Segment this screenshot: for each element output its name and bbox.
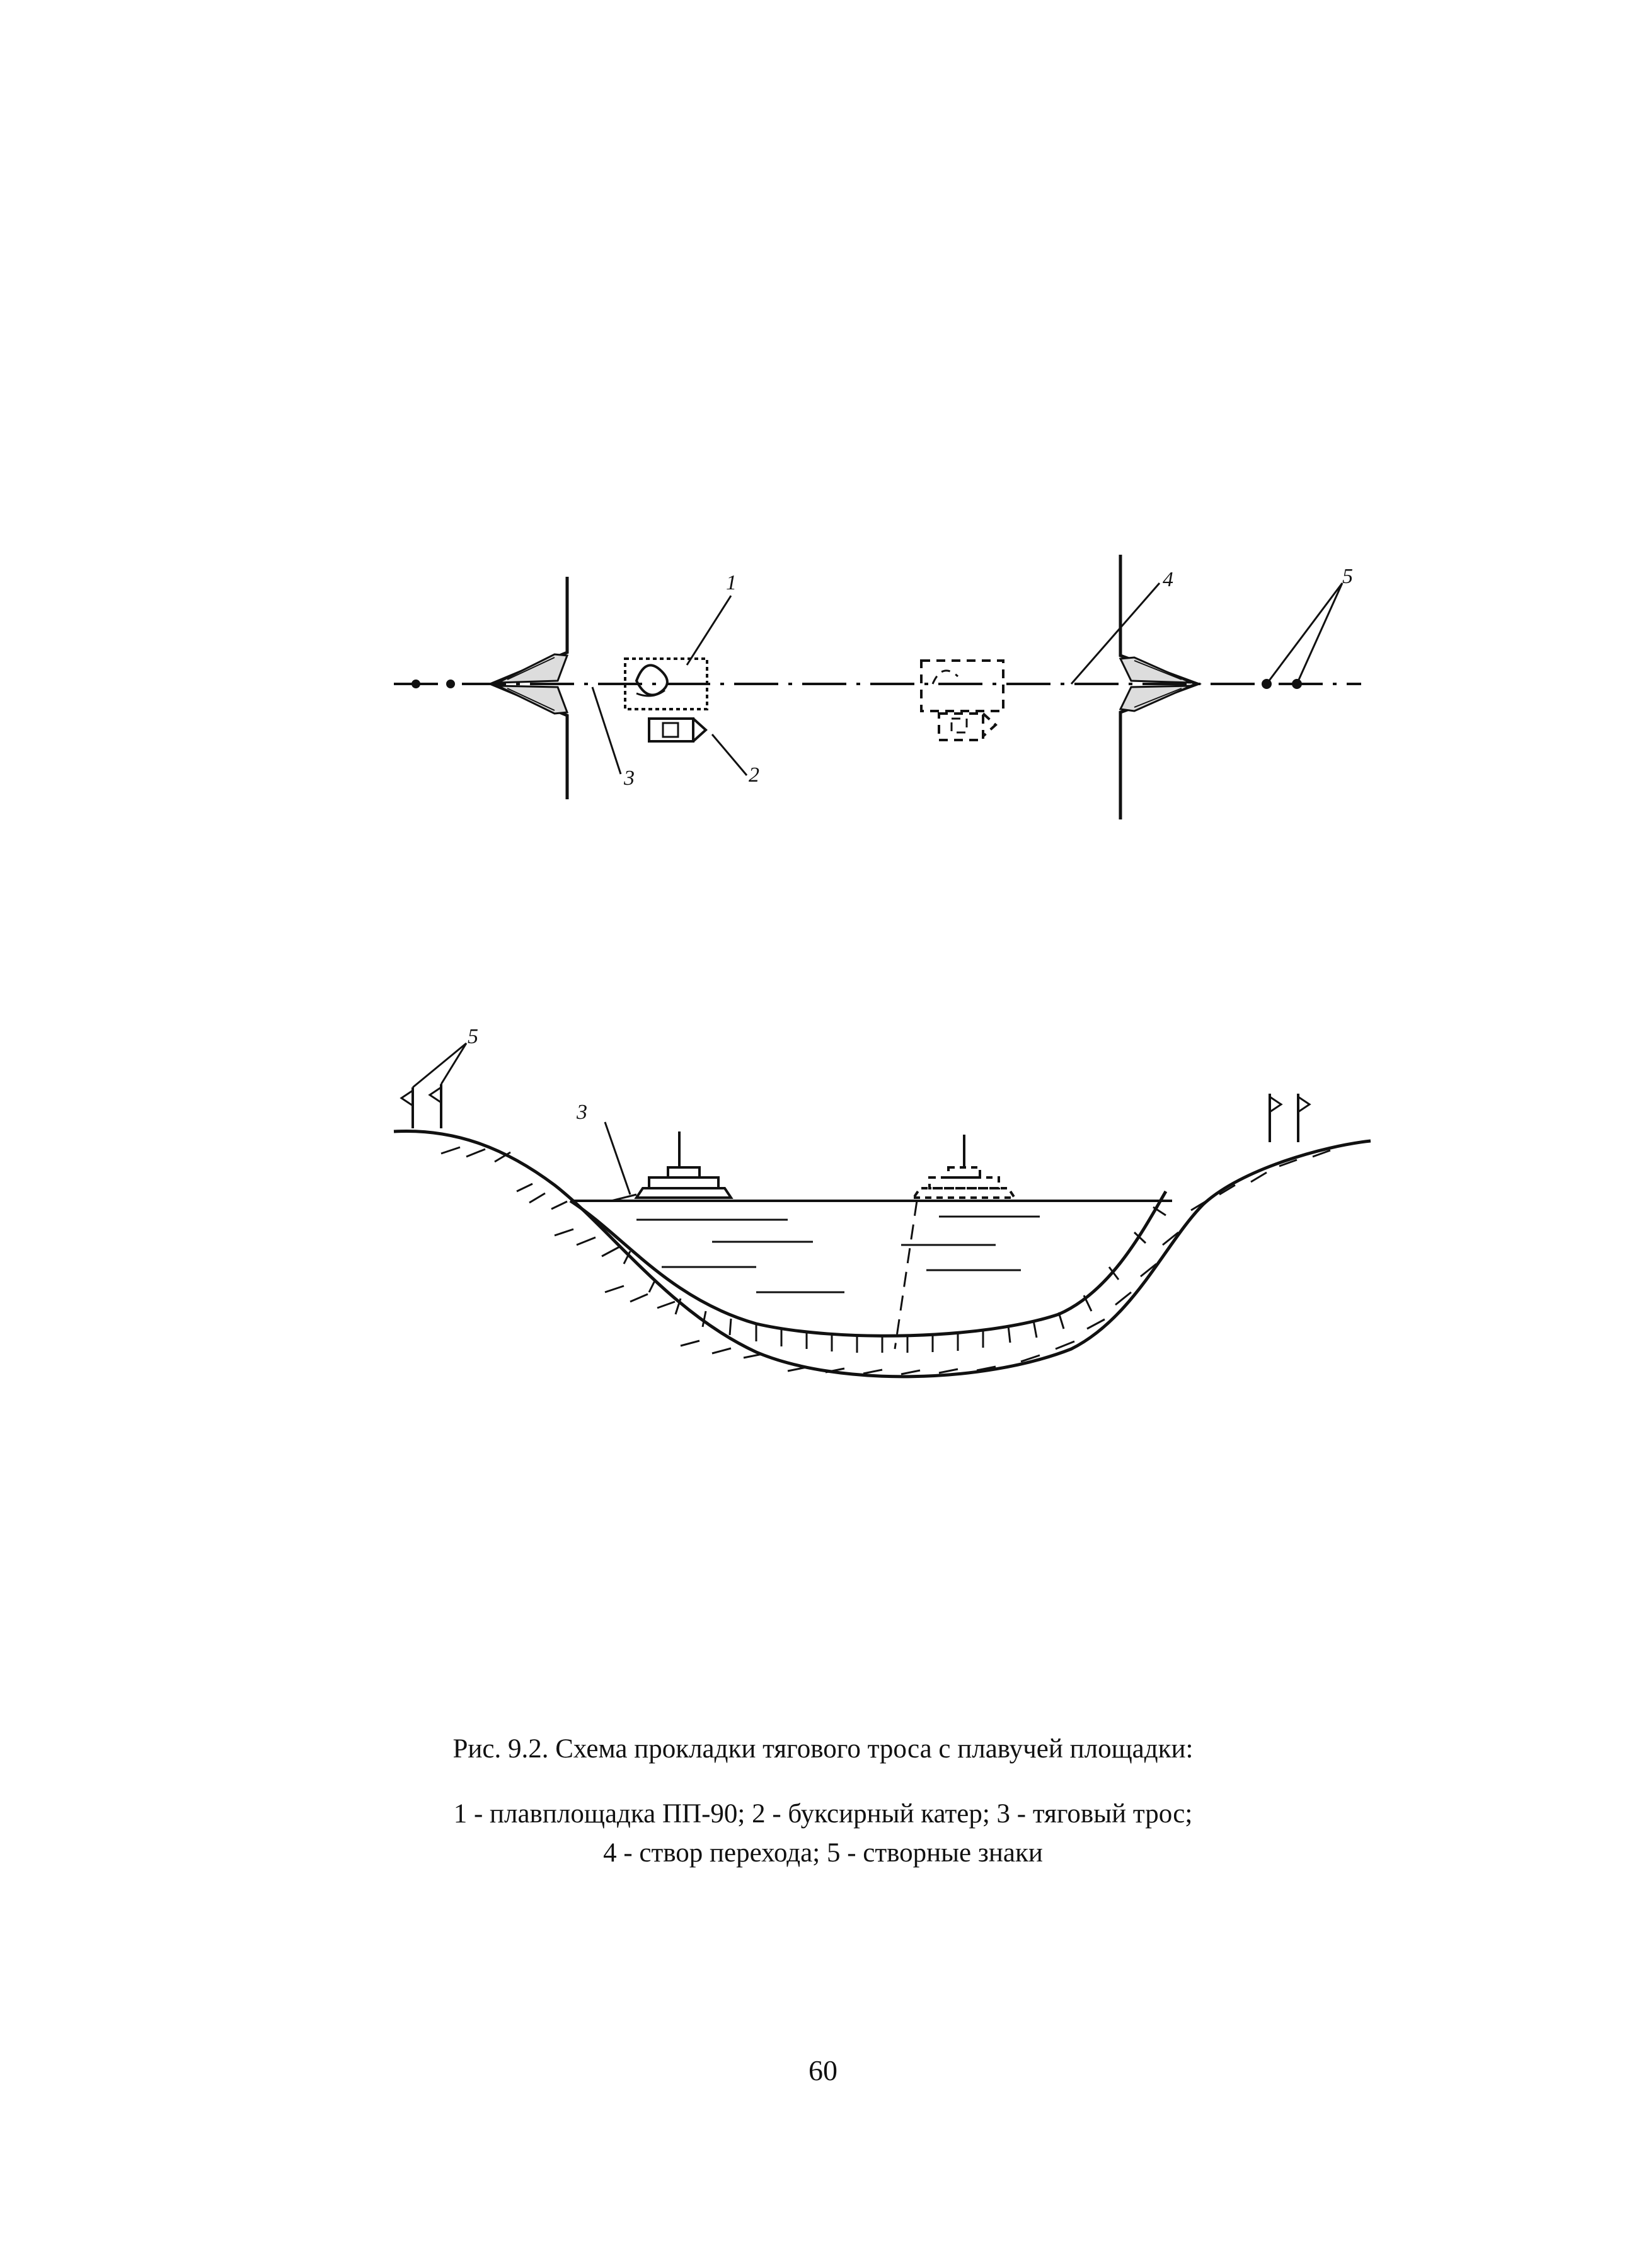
section-label-cable: 3 bbox=[577, 1101, 587, 1124]
trench-bottom bbox=[570, 1191, 1166, 1336]
plan-label-crossing-line: 4 bbox=[1163, 568, 1173, 591]
section-platform-end bbox=[914, 1135, 1015, 1198]
plan-label-cable: 3 bbox=[624, 767, 635, 790]
section-platform-start bbox=[636, 1131, 731, 1198]
plan-label-platform: 1 bbox=[726, 571, 737, 594]
plan-label-tugboat: 2 bbox=[749, 763, 759, 787]
left-alignment-signs bbox=[401, 1043, 466, 1128]
page-number: 60 bbox=[809, 2054, 837, 2086]
plan-label-alignment-signs: 5 bbox=[1342, 565, 1353, 588]
traction-cable-path bbox=[895, 1201, 917, 1349]
plan-view bbox=[394, 555, 1361, 819]
figure-caption-legend-line-2: 4 - створ перехода; 5 - створные знаки bbox=[603, 1838, 1043, 1868]
figure-caption-legend-line-1: 1 - плавплощадка ПП-90; 2 - буксирный катер; 3 - тяговый трос; bbox=[453, 1799, 1193, 1829]
section-label-alignment-signs: 5 bbox=[468, 1025, 478, 1048]
right-alignment-signs bbox=[1270, 1094, 1309, 1142]
figure-caption-title: Рис. 9.2. Схема прокладки тягового троса с плавучей площадки: bbox=[452, 1734, 1194, 1764]
platform-start-position bbox=[625, 659, 707, 741]
cross-section-view bbox=[394, 1043, 1371, 1377]
platform-end-position bbox=[921, 661, 1003, 740]
